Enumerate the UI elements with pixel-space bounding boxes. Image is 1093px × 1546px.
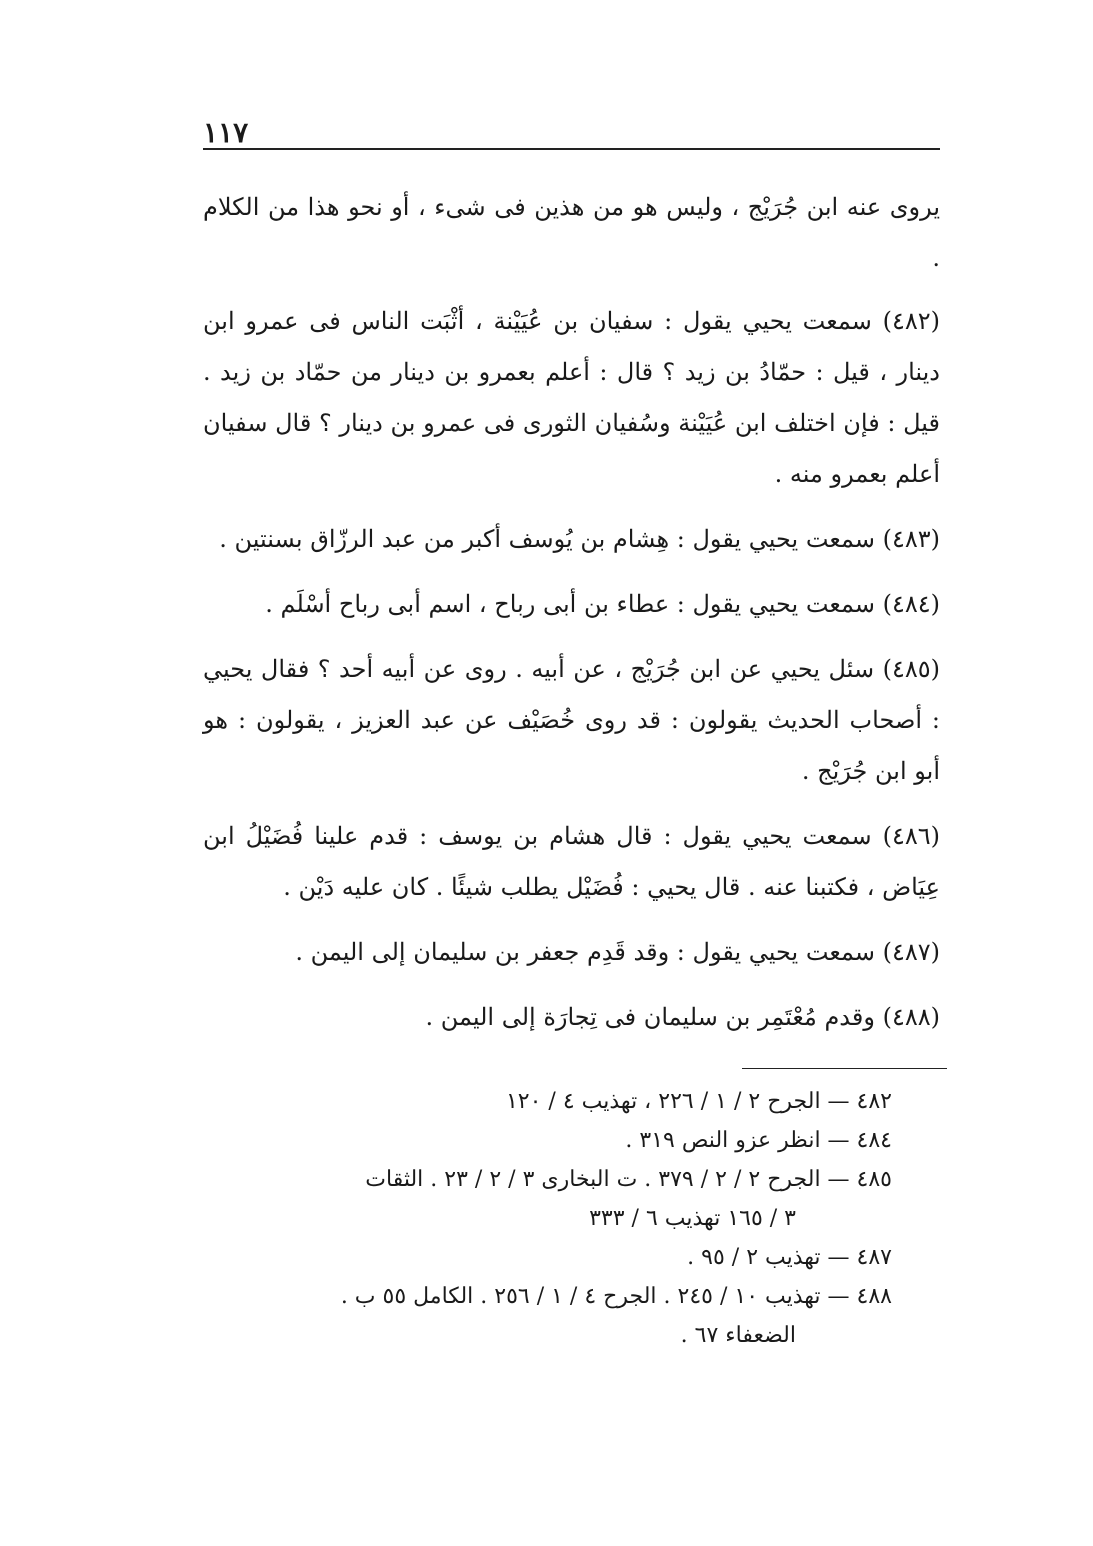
paragraph-483: (٤٨٣) سمعت يحيي يقول : هِشام بن يُوسف أكبر من عبد الرزّاق بسنتين . <box>219 525 940 553</box>
paragraph-486: (٤٨٦) سمعت يحيي يقول : قال هشام بن يوسف : قدم علينا فُضَيْلُ ابن عِيَاض ، فكتبنا عنه . قال يحيي : فُضَيْل يطلب شيئًا . كان عليه دَيْن . <box>203 822 940 901</box>
paragraph-482: (٤٨٢) سمعت يحيي يقول : سفيان بن عُيَيْنة ، أثْبَت الناس فى عمرو ابن دينار ، قيل : حمّادُ بن زيد ؟ قال : أعلم بعمرو بن دينار من حمّاد بن زيد . قيل : فإن اختلف ابن عُيَيْنة وسُفيان الثورى فى عمرو بن دينار ؟ قال سفيان أعلم بعمرو منه . <box>203 307 940 488</box>
paragraph-485: (٤٨٥) سئل يحيي عن ابن جُرَيْج ، عن أبيه . روى عن أبيه أحد ؟ فقال يحيي : أصحاب الحديث يقولون : قد روى خُصَيْف عن عبد العزيز ، يقولون : هو أبو ابن جُرَيْج . <box>203 655 940 785</box>
footnote-488: ٤٨٨ — تهذيب ١٠ / ٢٤٥ . الجرح ٤ / ١ / ٢٥٦ . الكامل ٥٥ ب . <box>340 1284 892 1309</box>
footnote-rule <box>742 1068 947 1069</box>
header-rule <box>203 148 940 150</box>
footnote-488-continuation: الضعفاء ٦٧ . <box>680 1323 796 1348</box>
footnote-487: ٤٨٧ — تهذيب ٢ / ٩٥ . <box>687 1245 892 1270</box>
page-number: ١١٧ <box>203 116 249 149</box>
body-text <box>203 182 940 1057</box>
footnote-484: ٤٨٤ — انظر عزو النص ٣١٩ . <box>625 1128 892 1153</box>
footnote-482: ٤٨٢ — الجرح ٢ / ١ / ٢٢٦ ، تهذيب ٤ / ١٢٠ <box>505 1089 892 1114</box>
paragraph-487: (٤٨٧) سمعت يحيي يقول : وقد قَدِم جعفر بن سليمان إلى اليمن . <box>295 938 940 966</box>
footnote-485-continuation: ٣ / ١٦٥ تهذيب ٦ / ٣٣٣ <box>589 1206 796 1231</box>
footnote-485: ٤٨٥ — الجرح ٢ / ٢ / ٣٧٩ . ت البخارى ٣ / ٢ / ٢٣ . الثقات <box>365 1167 892 1192</box>
paragraph-484: (٤٨٤) سمعت يحيي يقول : عطاء بن أبى رباح ، اسم أبى رباح أسْلَم . <box>265 590 940 618</box>
footnotes <box>200 1082 892 1355</box>
paragraph-continuation: يروى عنه ابن جُرَيْج ، وليس هو من هذين فى شىء ، أو نحو هذا من الكلام . <box>203 193 940 272</box>
paragraph-488: (٤٨٨) وقدم مُعْتَمِر بن سليمان فى تِجارَة إلى اليمن . <box>425 1003 940 1031</box>
